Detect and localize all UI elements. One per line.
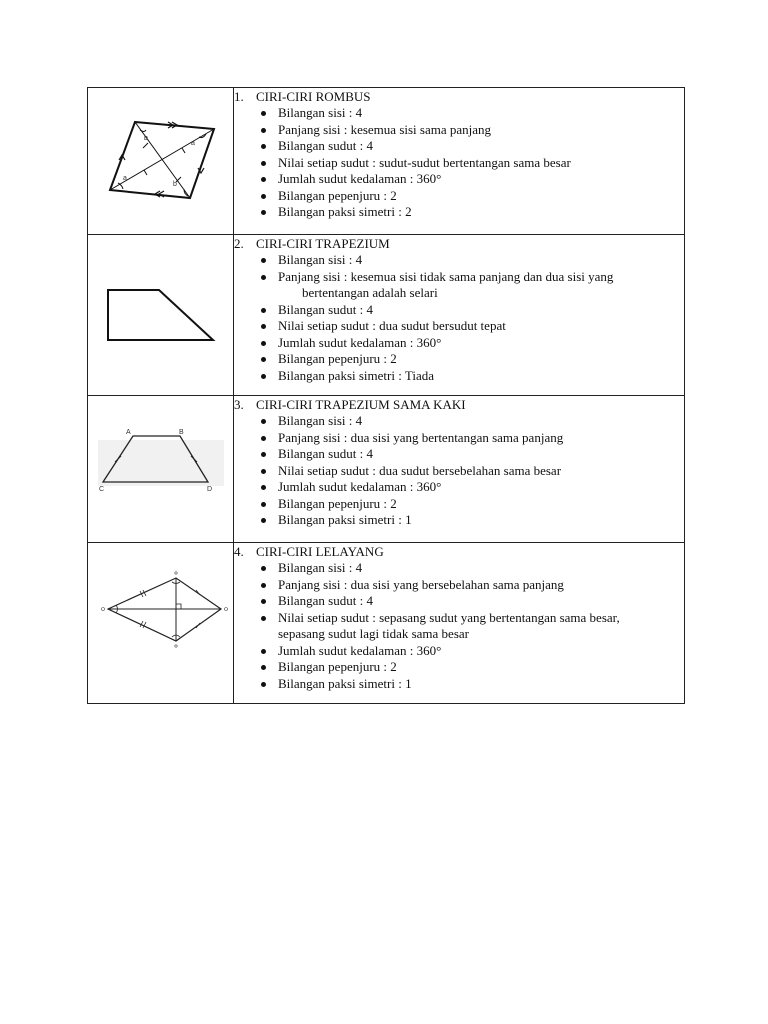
list-item-continuation: bertentangan adalah selari <box>302 285 438 300</box>
section-title: CIRI-CIRI TRAPEZIUM <box>256 236 390 251</box>
section-title: CIRI-CIRI LELAYANG <box>256 544 384 559</box>
list-item: Panjang sisi : dua sisi yang bertentangan sama panjang <box>256 430 684 447</box>
vertex-label-c: C <box>99 486 105 493</box>
list-item: Panjang sisi : dua sisi yang bersebelahan sama panjang <box>256 577 684 594</box>
section-heading <box>234 544 684 560</box>
section-title: CIRI-CIRI TRAPEZIUM SAMA KAKI <box>256 397 466 412</box>
list-item-continuation: sepasang sudut lagi tidak sama besar <box>278 626 469 641</box>
rhombus-angle-label: b <box>173 181 177 188</box>
property-list <box>234 105 684 221</box>
rhombus-text-cell <box>234 88 685 235</box>
table-row <box>88 543 685 704</box>
list-item-text: Nilai setiap sudut : sepasang sudut yang bertentangan sama besar, <box>278 609 620 625</box>
list-item: Bilangan pepenjuru : 2 <box>256 659 684 676</box>
list-item: Bilangan paksi simetri : 1 <box>256 512 684 529</box>
list-item: Bilangan pepenjuru : 2 <box>256 496 684 513</box>
list-item <box>256 610 684 643</box>
list-item: Bilangan paksi simetri : Tiada <box>256 368 684 385</box>
trapezium-figure-cell <box>88 235 234 396</box>
section-number: 1. <box>234 89 244 104</box>
trapezium-text-cell <box>234 235 685 396</box>
trapezium-diagram <box>88 235 233 395</box>
table-row <box>88 396 685 543</box>
kite-diagram <box>88 543 233 703</box>
list-item: Jumlah sudut kedalaman : 360° <box>256 479 684 496</box>
list-item: Bilangan sisi : 4 <box>256 252 684 269</box>
kite-text-cell <box>234 543 685 704</box>
property-list <box>234 560 684 692</box>
list-item: Bilangan sudut : 4 <box>256 593 684 610</box>
list-item: Bilangan sudut : 4 <box>256 138 684 155</box>
list-item: Bilangan sudut : 4 <box>256 302 684 319</box>
list-item: Nilai setiap sudut : dua sudut bersudut tepat <box>256 318 684 335</box>
isosceles-trapezium-text-cell <box>234 396 685 543</box>
list-item: Bilangan sisi : 4 <box>256 105 684 122</box>
list-item: Nilai setiap sudut : sudut-sudut bertentangan sama besar <box>256 155 684 172</box>
list-item: Bilangan sudut : 4 <box>256 446 684 463</box>
property-list <box>234 413 684 529</box>
rhombus-angle-label: a <box>123 175 127 182</box>
table-row <box>88 88 685 235</box>
rhombus-diagram <box>88 88 233 234</box>
property-list <box>234 252 684 384</box>
list-item: Bilangan paksi simetri : 2 <box>256 204 684 221</box>
vertex-label-d: D <box>207 486 213 493</box>
kite-figure-cell <box>88 543 234 704</box>
isosceles-trapezium-diagram <box>88 396 233 542</box>
section-heading <box>234 89 684 105</box>
list-item: Bilangan pepenjuru : 2 <box>256 351 684 368</box>
rhombus-angle-label: a <box>191 140 195 147</box>
list-item: Nilai setiap sudut : dua sudut bersebelahan sama besar <box>256 463 684 480</box>
rhombus-angle-label: b <box>144 135 148 142</box>
list-item: Jumlah sudut kedalaman : 360° <box>256 171 684 188</box>
list-item: Bilangan pepenjuru : 2 <box>256 188 684 205</box>
section-title: CIRI-CIRI ROMBUS <box>256 89 371 104</box>
section-number: 4. <box>234 544 244 559</box>
vertex-label-b: B <box>179 429 184 436</box>
list-item: Bilangan sisi : 4 <box>256 560 684 577</box>
list-item: Bilangan sisi : 4 <box>256 413 684 430</box>
list-item: Jumlah sudut kedalaman : 360° <box>256 335 684 352</box>
vertex-label-a: A <box>126 429 131 436</box>
section-heading <box>234 397 684 413</box>
section-number: 2. <box>234 236 244 251</box>
list-item: Bilangan paksi simetri : 1 <box>256 676 684 693</box>
shapes-table <box>87 87 685 704</box>
list-item: Jumlah sudut kedalaman : 360° <box>256 643 684 660</box>
section-number: 3. <box>234 397 244 412</box>
rhombus-figure-cell <box>88 88 234 235</box>
list-item-text: Panjang sisi : kesemua sisi tidak sama panjang dan dua sisi yang <box>278 268 614 284</box>
section-heading <box>234 236 684 252</box>
list-item <box>256 269 684 302</box>
isosceles-trapezium-figure-cell <box>88 396 234 543</box>
list-item: Panjang sisi : kesemua sisi sama panjang <box>256 122 684 139</box>
table-row <box>88 235 685 396</box>
